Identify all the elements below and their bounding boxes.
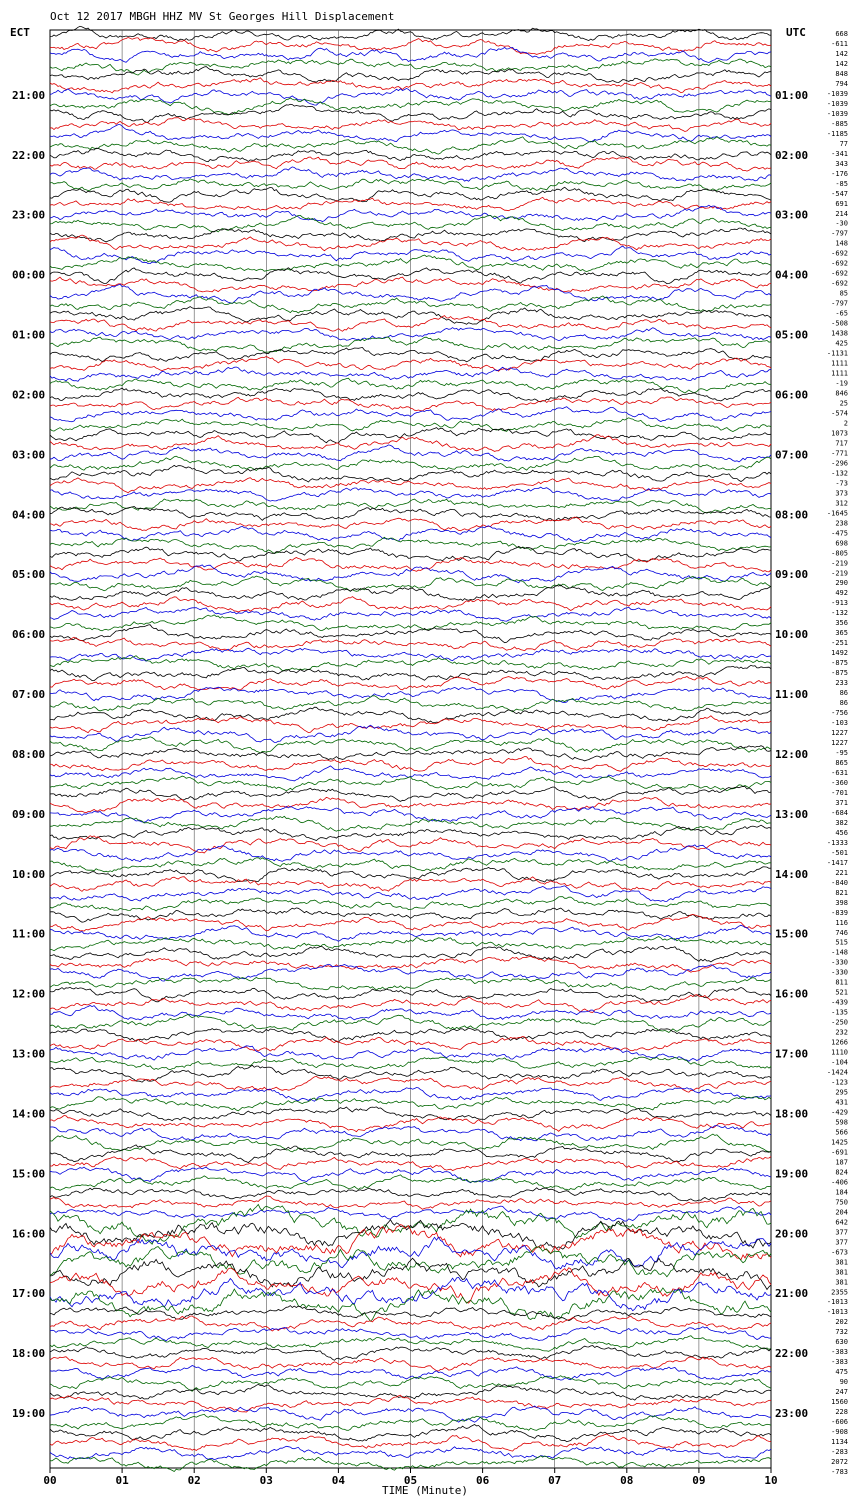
row-offset-label: -797 [831, 229, 848, 238]
x-tick-label: 02 [187, 1474, 201, 1487]
left-hour-label: 05:00 [12, 568, 46, 582]
row-offset-label: 356 [835, 619, 848, 628]
row-offset-label: -148 [831, 948, 848, 957]
row-offset-label: 821 [835, 888, 848, 897]
row-offset-label: 295 [835, 1088, 848, 1097]
row-offset-label: 116 [835, 918, 848, 927]
row-offset-label: 381 [835, 1258, 848, 1267]
row-offset-label: 1560 [831, 1398, 848, 1407]
row-offset-label: 698 [835, 539, 848, 548]
row-offset-label: 377 [835, 1228, 848, 1237]
left-hour-label: 06:00 [12, 628, 46, 642]
row-offset-label: -611 [831, 39, 848, 48]
row-offset-label: -913 [831, 599, 848, 608]
right-hour-label: 10:00 [775, 628, 809, 642]
row-offset-label: 398 [835, 898, 848, 907]
row-offset-label: 187 [835, 1158, 848, 1167]
row-offset-label: -1417 [826, 858, 848, 867]
row-offset-label: -30 [835, 219, 848, 228]
row-offset-label: -885 [831, 119, 848, 128]
row-offset-label: -1013 [826, 1308, 848, 1317]
row-offset-label: -840 [831, 878, 848, 887]
row-offset-label: 184 [835, 1188, 848, 1197]
row-offset-label: 848 [835, 69, 848, 78]
row-offset-label: -805 [831, 549, 848, 558]
right-hour-label: 22:00 [775, 1347, 809, 1361]
row-offset-label: 824 [835, 1168, 848, 1177]
chart-title: Oct 12 2017 MBGH HHZ MV St Georges Hill Displacement [50, 10, 395, 23]
row-offset-label: -501 [831, 848, 848, 857]
row-offset-label: -330 [831, 958, 848, 967]
row-offset-label: -330 [831, 968, 848, 977]
row-offset-label: 2072 [831, 1458, 848, 1467]
right-hour-label: 21:00 [775, 1287, 809, 1301]
row-offset-label: 431 [835, 1098, 848, 1107]
row-offset-label: -692 [831, 249, 848, 258]
right-hour-label: 07:00 [775, 448, 809, 462]
row-offset-label: -631 [831, 768, 848, 777]
row-offset-label: -673 [831, 1248, 848, 1257]
row-offset-label: -219 [831, 559, 848, 568]
row-offset-label: 86 [839, 689, 848, 698]
row-offset-label: 717 [835, 439, 848, 448]
row-offset-label: -783 [831, 1468, 848, 1476]
row-offset-label: 90 [839, 1378, 848, 1387]
row-offset-label: -383 [831, 1348, 848, 1357]
row-offset-label: -1013 [826, 1298, 848, 1307]
x-tick-label: 06 [475, 1474, 490, 1487]
left-hour-label: 02:00 [12, 388, 46, 402]
row-offset-label: 77 [839, 139, 848, 148]
row-offset-label: 1227 [831, 729, 848, 738]
row-offset-label: 515 [835, 938, 848, 947]
row-offset-label: 381 [835, 1278, 848, 1287]
row-offset-label: 691 [835, 199, 848, 208]
row-offset-label: 521 [835, 988, 848, 997]
row-offset-label: 1073 [831, 429, 848, 438]
x-tick-label: 10 [764, 1474, 778, 1487]
row-offset-label: -132 [831, 469, 848, 478]
row-offset-label: 25 [839, 399, 848, 408]
x-tick-label: 03 [259, 1474, 273, 1487]
row-offset-label: 233 [835, 679, 848, 688]
row-offset-label: -341 [831, 149, 848, 158]
row-offset-label: 1110 [831, 1048, 848, 1057]
row-offset-label: -429 [831, 1108, 848, 1117]
x-tick-label: 04 [331, 1474, 346, 1487]
row-offset-label: -756 [831, 709, 848, 718]
left-hour-label: 03:00 [12, 448, 46, 462]
row-offset-label: 382 [835, 818, 848, 827]
row-offset-label: 1438 [831, 329, 848, 338]
row-offset-label: 228 [835, 1408, 848, 1417]
row-offset-label: 1111 [831, 359, 848, 368]
row-offset-label: 1425 [831, 1138, 848, 1147]
row-offset-label: -908 [831, 1428, 848, 1437]
row-offset-label: 371 [835, 798, 848, 807]
row-offset-label: 566 [835, 1128, 848, 1137]
right-hour-label: 15:00 [775, 927, 809, 941]
row-offset-label: 381 [835, 1268, 848, 1277]
left-hour-label: 11:00 [12, 927, 46, 941]
row-offset-label: 365 [835, 629, 848, 638]
x-tick-label: 00 [43, 1474, 57, 1487]
row-offset-label: -684 [831, 808, 848, 817]
left-axis-label: ECT [10, 26, 30, 39]
row-offset-label: 598 [835, 1118, 848, 1127]
row-offset-label: -103 [831, 719, 848, 728]
row-offset-label: 85 [839, 289, 848, 298]
row-offset-label: 290 [835, 579, 848, 588]
row-offset-label: -104 [831, 1058, 848, 1067]
left-hour-label: 23:00 [12, 208, 46, 222]
right-hour-label: 11:00 [775, 688, 809, 702]
row-offset-label: -95 [835, 749, 848, 757]
row-offset-label: 492 [835, 589, 848, 598]
row-offset-label: 630 [835, 1338, 848, 1347]
row-offset-label: 373 [835, 489, 848, 498]
row-offset-label: 732 [835, 1328, 848, 1337]
row-offset-label: -296 [831, 459, 848, 468]
x-tick-label: 07 [548, 1474, 562, 1487]
row-offset-label: 1134 [831, 1438, 848, 1447]
row-offset-label: 204 [835, 1208, 848, 1217]
row-offset-label: -839 [831, 908, 848, 917]
row-offset-label: 811 [835, 978, 848, 987]
row-offset-label: 232 [835, 1028, 848, 1037]
row-offset-label: -692 [831, 279, 848, 288]
row-offset-label: -701 [831, 788, 848, 797]
x-tick-label: 01 [115, 1474, 129, 1487]
left-hour-label: 21:00 [12, 88, 46, 102]
right-hour-label: 13:00 [775, 807, 809, 821]
row-offset-label: -19 [835, 379, 848, 388]
row-offset-label: 377 [835, 1238, 848, 1247]
left-hour-label: 12:00 [12, 987, 46, 1001]
row-offset-label: -1039 [826, 99, 848, 108]
row-offset-label: 142 [835, 59, 848, 68]
row-offset-label: 750 [835, 1198, 848, 1207]
row-offset-label: 794 [835, 79, 848, 88]
row-offset-label: -176 [831, 169, 848, 178]
row-offset-label: 846 [835, 389, 848, 398]
x-tick-label: 08 [620, 1474, 634, 1487]
row-offset-label: 86 [839, 699, 848, 708]
row-offset-label: 2355 [831, 1288, 848, 1297]
row-offset-label: -475 [831, 529, 848, 538]
row-offset-label: -1185 [826, 129, 848, 138]
row-offset-label: 214 [835, 209, 848, 218]
row-offset-label: -73 [835, 479, 848, 488]
row-offset-label: -251 [831, 639, 848, 648]
left-hour-label: 08:00 [12, 747, 46, 761]
right-hour-labels [775, 89, 808, 1420]
row-offset-label: -508 [831, 319, 848, 328]
left-hour-label: 18:00 [12, 1347, 46, 1361]
right-hour-label: 04:00 [775, 268, 809, 282]
row-offset-label: -250 [831, 1018, 848, 1027]
left-hour-label: 15:00 [12, 1167, 46, 1181]
row-offset-label: 1111 [831, 369, 848, 378]
left-hour-label: 22:00 [12, 148, 46, 162]
row-offset-label: -85 [835, 179, 848, 188]
left-hour-labels [12, 89, 45, 1420]
row-offset-label: -132 [831, 609, 848, 618]
row-offset-label: 312 [835, 499, 848, 508]
left-hour-label: 00:00 [12, 268, 46, 282]
right-axis-label: UTC [786, 26, 806, 39]
row-offset-label: 642 [835, 1218, 848, 1227]
right-hour-label: 08:00 [775, 508, 809, 522]
left-hour-label: 17:00 [12, 1287, 46, 1301]
row-offset-label: 1492 [831, 649, 848, 658]
left-hour-label: 13:00 [12, 1047, 46, 1061]
x-tick-label: 09 [692, 1474, 706, 1487]
row-offset-label: -1424 [826, 1068, 848, 1077]
left-hour-label: 16:00 [12, 1227, 46, 1241]
row-offset-label: 221 [835, 868, 848, 877]
row-offset-label: -1039 [826, 109, 848, 118]
x-tick-label: 05 [403, 1474, 418, 1487]
row-offset-label: 343 [835, 159, 848, 168]
right-hour-label: 17:00 [775, 1047, 809, 1061]
right-hour-label: 01:00 [775, 88, 809, 102]
left-hour-label: 04:00 [12, 508, 46, 522]
right-hour-label: 06:00 [775, 388, 809, 402]
left-hour-label: 09:00 [12, 807, 46, 821]
row-offset-label: -547 [831, 189, 848, 198]
row-offset-label: -692 [831, 259, 848, 268]
row-offset-label: -219 [831, 569, 848, 578]
row-offset-label: -1645 [826, 509, 848, 518]
row-offset-labels [827, 30, 848, 1476]
right-hour-label: 05:00 [775, 328, 809, 342]
row-offset-label: 142 [835, 49, 848, 58]
right-hour-label: 09:00 [775, 568, 809, 582]
row-offset-label: -691 [831, 1148, 848, 1157]
right-hour-label: 19:00 [775, 1167, 809, 1181]
row-offset-label: -360 [831, 778, 848, 787]
row-offset-label: -606 [831, 1418, 848, 1427]
right-hour-label: 20:00 [775, 1227, 809, 1241]
row-offset-label: -1039 [826, 89, 848, 98]
row-offset-label: -439 [831, 998, 848, 1007]
left-hour-label: 10:00 [12, 867, 46, 881]
row-offset-label: 456 [835, 828, 848, 837]
x-axis-label: TIME (Minute) [381, 1484, 469, 1497]
row-offset-label: 247 [835, 1388, 848, 1397]
row-offset-label: 202 [835, 1318, 848, 1327]
right-hour-label: 18:00 [775, 1107, 809, 1121]
row-offset-label: -135 [831, 1008, 848, 1017]
row-offset-label: 746 [835, 928, 848, 937]
row-offset-label: -1131 [826, 349, 848, 358]
row-offset-label: -383 [831, 1358, 848, 1367]
right-hour-label: 02:00 [775, 148, 809, 162]
row-offset-label: -574 [831, 409, 848, 418]
row-offset-label: -123 [831, 1078, 848, 1087]
row-offset-label: 238 [835, 519, 848, 528]
left-hour-label: 07:00 [12, 688, 46, 702]
row-offset-label: -692 [831, 269, 848, 278]
right-hour-label: 23:00 [775, 1407, 809, 1421]
right-hour-label: 03:00 [775, 208, 809, 222]
left-hour-label: 14:00 [12, 1107, 46, 1121]
right-hour-label: 12:00 [775, 747, 809, 761]
row-offset-label: 1227 [831, 739, 848, 748]
row-offset-label: 425 [835, 339, 848, 348]
row-offset-label: 475 [835, 1368, 848, 1377]
row-offset-label: -283 [831, 1448, 848, 1457]
row-offset-label: -1333 [826, 838, 848, 847]
row-offset-label: -406 [831, 1178, 848, 1187]
row-offset-label: 865 [835, 758, 848, 767]
right-hour-label: 14:00 [775, 867, 809, 881]
row-offset-label: 668 [835, 30, 848, 38]
left-hour-label: 19:00 [12, 1407, 46, 1421]
row-offset-label: -771 [831, 449, 848, 458]
row-offset-label: 148 [835, 239, 848, 248]
left-hour-label: 01:00 [12, 328, 46, 342]
row-offset-label: -797 [831, 299, 848, 308]
row-offset-label: -875 [831, 659, 848, 668]
row-offset-label: -65 [835, 309, 848, 318]
right-hour-label: 16:00 [775, 987, 809, 1001]
vertical-gridlines [50, 30, 771, 1468]
row-offset-label: 1266 [831, 1038, 848, 1047]
row-offset-label: 2 [843, 419, 848, 428]
row-offset-label: -875 [831, 669, 848, 678]
